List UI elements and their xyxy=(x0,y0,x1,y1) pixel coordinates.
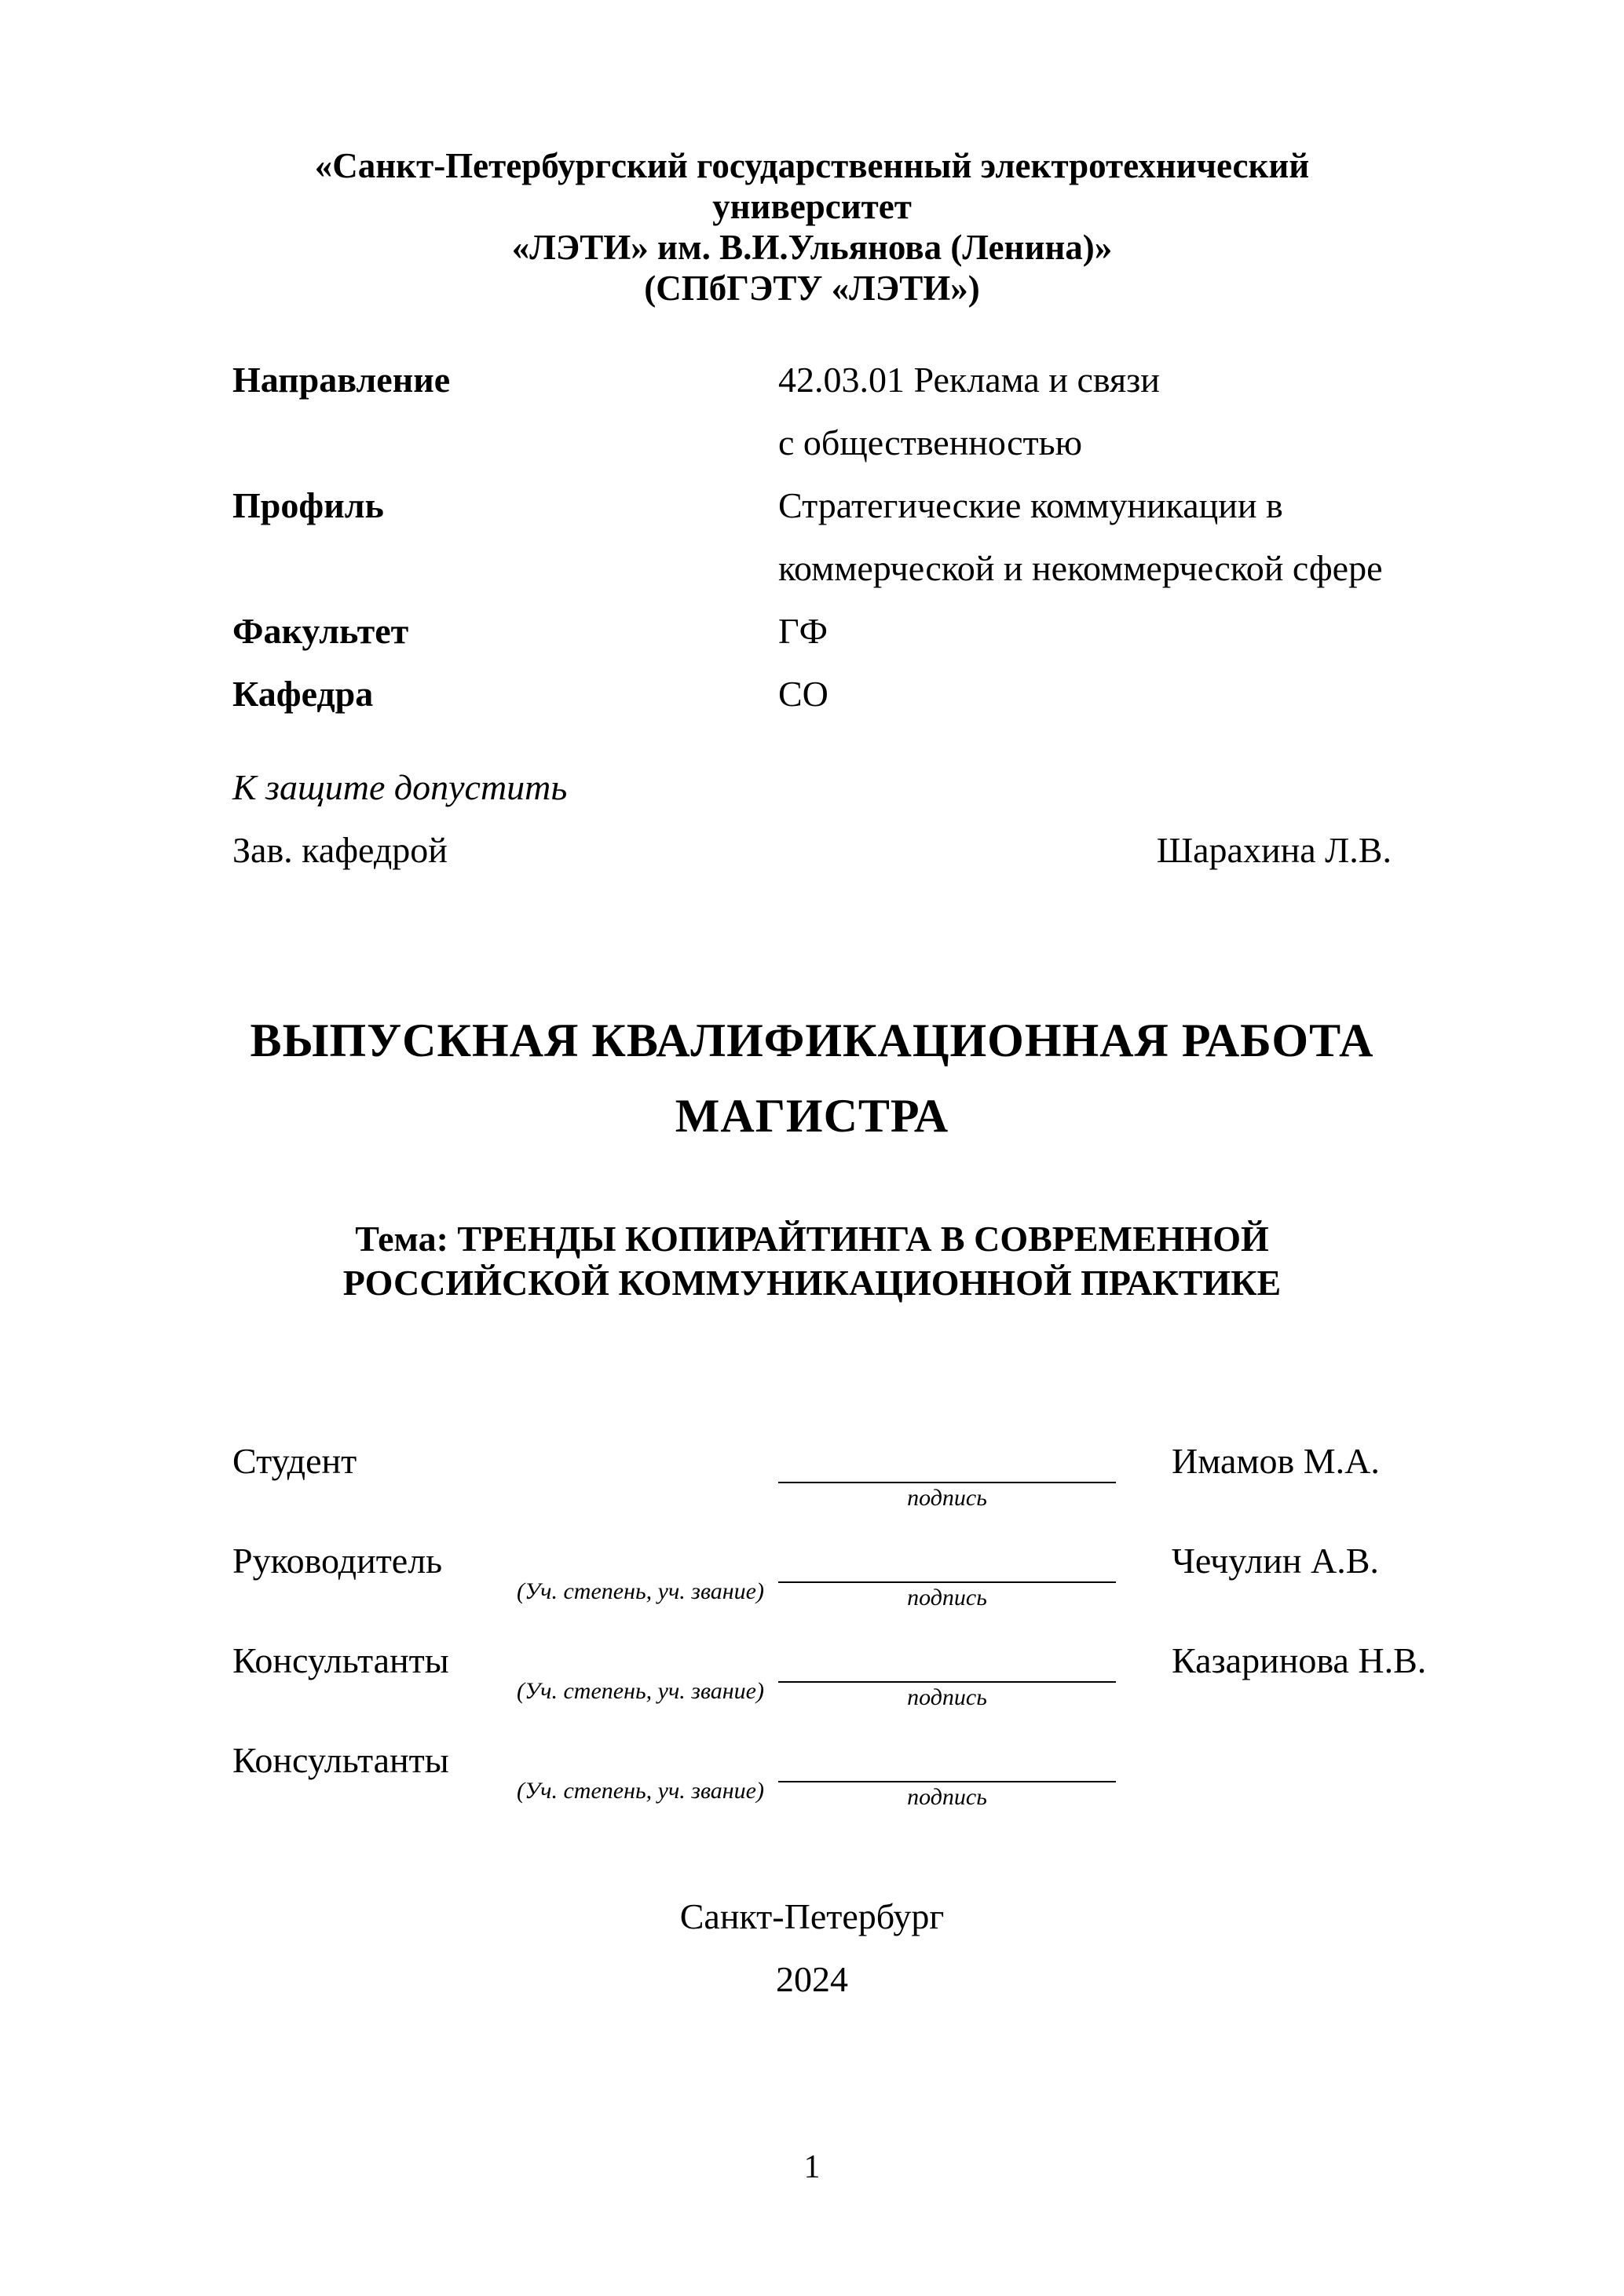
field-row-direction xyxy=(232,349,1392,474)
admission-role: Зав. кафедрой xyxy=(232,830,448,870)
signature-caption: подпись xyxy=(907,1585,987,1610)
signature-name-consultant-1: Казаринова Н.В. xyxy=(1172,1640,1427,1680)
signature-role-supervisor: Руководитель xyxy=(232,1541,443,1581)
signature-field-supervisor xyxy=(778,1539,1116,1611)
field-value-faculty-line1: ГФ xyxy=(778,611,828,651)
field-label-department: Кафедра xyxy=(232,674,374,714)
field-value-profile xyxy=(778,474,1392,600)
field-row-faculty xyxy=(232,600,1392,663)
signature-line xyxy=(778,1738,1116,1782)
signature-role-student: Студент xyxy=(232,1441,357,1481)
field-value-faculty xyxy=(778,600,1392,663)
signature-row-student xyxy=(232,1439,1392,1512)
work-title-line1: ВЫПУСКНАЯ КВАЛИФИКАЦИОННАЯ РАБОТА xyxy=(250,1015,1374,1066)
signature-caption: подпись xyxy=(907,1784,987,1810)
university-name-line1: «Санкт-Петербургский государственный электротехнический университет xyxy=(314,146,1310,226)
field-label-direction: Направление xyxy=(232,360,451,400)
page-number: 1 xyxy=(803,2149,821,2185)
work-title xyxy=(232,1003,1392,1153)
field-value-direction xyxy=(778,349,1392,474)
field-value-department-line1: СО xyxy=(778,674,828,714)
signature-name-supervisor: Чечулин А.В. xyxy=(1172,1541,1379,1581)
degree-note: (Уч. степень, уч. звание) xyxy=(517,1678,764,1704)
field-value-profile-line1: Стратегические коммуникации в xyxy=(778,485,1283,525)
admission-block xyxy=(232,756,1392,882)
signature-role-consultant-1: Консультанты xyxy=(232,1640,449,1680)
signature-field-consultant-2 xyxy=(778,1738,1116,1811)
signature-line xyxy=(778,1439,1116,1483)
signature-row-supervisor xyxy=(232,1539,1392,1611)
work-topic-line1: Тема: ТРЕНДЫ КОПИРАЙТИНГА В СОВРЕМЕННОЙ xyxy=(355,1219,1269,1259)
signature-field-student xyxy=(778,1439,1116,1512)
signature-row-consultant-1 xyxy=(232,1639,1427,1711)
program-fields xyxy=(232,349,1392,726)
work-topic xyxy=(232,1217,1392,1305)
field-row-department xyxy=(232,663,1392,726)
signature-line xyxy=(778,1539,1116,1583)
signature-caption: подпись xyxy=(907,1485,987,1511)
university-header xyxy=(232,145,1392,309)
university-name-line2: «ЛЭТИ» им. В.И.Ульянова (Ленина)» xyxy=(511,228,1113,267)
admission-permit-line: К защите допустить xyxy=(232,767,568,807)
admission-name: Шарахина Л.В. xyxy=(1156,830,1392,870)
field-row-profile xyxy=(232,474,1392,600)
field-value-department xyxy=(778,663,1392,726)
footer-place xyxy=(232,1885,1392,2011)
signatures-block xyxy=(232,1439,1427,1811)
field-label-faculty: Факультет xyxy=(232,611,409,651)
signature-field-consultant-1 xyxy=(778,1639,1116,1711)
signature-row-consultant-2 xyxy=(232,1738,1392,1811)
signature-name-student: Имамов М.А. xyxy=(1172,1441,1380,1481)
work-title-line2: МАГИСТРА xyxy=(675,1090,949,1142)
field-value-direction-line2: с общественностью xyxy=(778,422,1082,462)
signature-line xyxy=(778,1639,1116,1683)
field-value-profile-line2: коммерческой и некоммерческой сфере xyxy=(778,548,1383,588)
university-abbreviation: (СПбГЭТУ «ЛЭТИ») xyxy=(644,269,980,308)
field-label-profile: Профиль xyxy=(232,485,384,525)
degree-note: (Уч. степень, уч. звание) xyxy=(517,1578,764,1604)
admission-row xyxy=(232,819,1392,882)
footer-year: 2024 xyxy=(776,1959,848,1999)
degree-note: (Уч. степень, уч. звание) xyxy=(517,1778,764,1804)
work-topic-line2: РОССИЙСКОЙ КОММУНИКАЦИОННОЙ ПРАКТИКЕ xyxy=(342,1263,1282,1303)
footer-city: Санкт-Петербург xyxy=(679,1896,945,1936)
signature-role-consultant-2: Консультанты xyxy=(232,1740,449,1780)
signature-caption: подпись xyxy=(907,1684,987,1710)
field-value-direction-line1: 42.03.01 Реклама и связи xyxy=(778,360,1160,400)
